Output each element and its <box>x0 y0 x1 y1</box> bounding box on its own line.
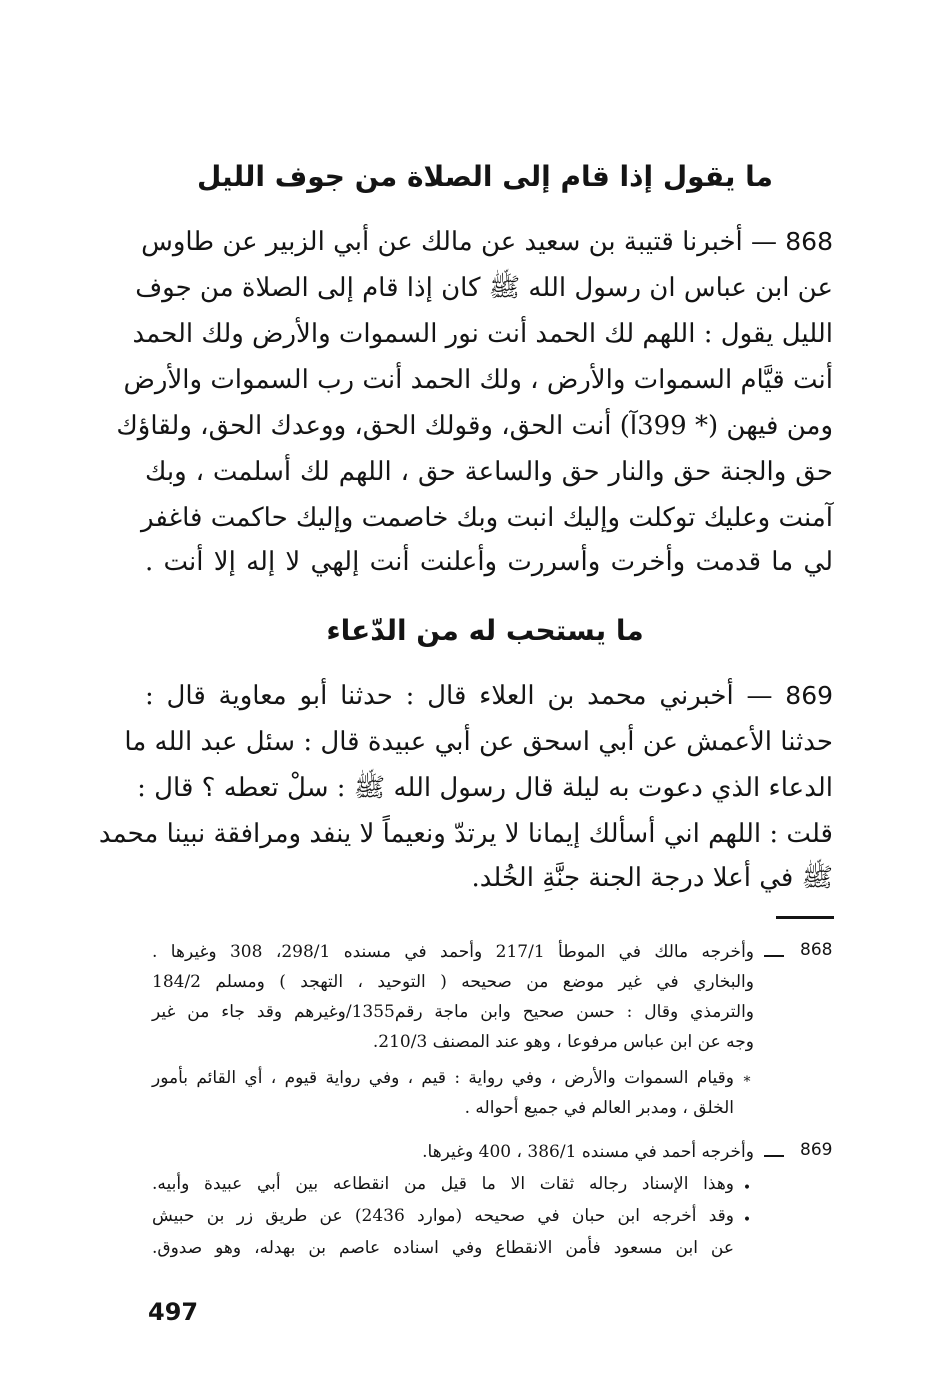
hadith-868-line-1 <box>141 222 833 262</box>
hadith-869-line-3: الدعاء الذي دعوت به ليلة قال رسول الله ﷺ : سلْ تعطه ؟ قال : <box>137 773 833 803</box>
hadith-868-line-7: آمنت وعليك توكلت وإليك انبت وبك خاصمت وإليك حاكمت فاغفر <box>141 503 833 533</box>
footnote-868-line-4: وجه عن ابن عباس مرفوعا ، وهو عند المصنف 210/3. <box>372 1032 754 1052</box>
footnote-868-line-1: وأخرجه مالك في الموطأ 217/1 وأحمد في مسنده 298/1، 308 وغيرها . <box>152 942 755 962</box>
hadith-868-line-8: لي ما قدمت وأخرت وأسررت وأعلنت أنت إلهي لا إله إلا أنت . <box>145 547 833 577</box>
footnote-number-868: 868 <box>800 940 833 960</box>
hadith-869-text-1: — أخبرني محمد بن العلاء قال : حدثنا أبو معاوية قال : <box>145 681 773 711</box>
footnote-dash-868 <box>764 955 784 957</box>
footnote-869-note-3: عن ابن مسعود فأمن الانقطاع وفي اسناده عاصم بن بهدله، وهو صدوق. <box>152 1238 734 1258</box>
hadith-868-line-5: ومن فيهن (* 399آ) أنت الحق، وقولك الحق، ووعدك الحق، ولقاؤك <box>116 411 833 441</box>
footnote-869-note-2: وقد أخرجه ابن حبان في صحيحه (موارد 2436) عن طريق زر بن حبيش <box>152 1206 735 1226</box>
hadith-868-line-4: أنت قيَّام السموات والأرض ، ولك الحمد أنت رب السموات والأرض <box>123 365 833 395</box>
hadith-868-text-1: — أخبرنا قتيبة بن سعيد عن مالك عن أبي الزبير عن طاوس <box>141 227 778 257</box>
footnote-869-line-1: وأخرجه أحمد في مسنده 386/1 ، 400 وغيرها. <box>422 1142 754 1162</box>
hadith-868-line-3: الليل يقول : اللهم لك الحمد أنت نور السموات والأرض ولك الحمد <box>132 319 833 349</box>
footnote-868-line-3: والترمذي وقال : حسن صحيح وابن ماجة رقم1355/وغيرهم وقد جاء من غير <box>152 1002 755 1022</box>
hadith-869-line-2: حدثنا الأعمش عن أبي اسحق عن أبي عبيدة قال : سئل عبد الله ما <box>124 727 833 757</box>
hadith-869-line-5: ﷺ في أعلا درجة الجنة جنَّةِ الخُلد. <box>471 863 833 893</box>
footnote-number-869: 869 <box>800 1140 833 1160</box>
hadith-868-line-2: عن ابن عباس ان رسول الله ﷺ كان إذا قام إلى الصلاة من جوف <box>135 273 833 303</box>
footnote-869-note-1: وهذا الإسناد رجاله ثقات الا ما قيل من انقطاعه بين أبي عبيدة وأبيه. <box>152 1174 734 1194</box>
hadith-869-line-1 <box>145 676 833 716</box>
footnote-dash-869 <box>764 1155 784 1157</box>
footnote-868-line-2: والبخاري في غير موضع من صحيحه ( التوحيد ، التهجد ) ومسلم 184/2 <box>152 972 754 992</box>
hadith-868-line-6: حق والجنة حق والنار حق والساعة حق ، اللهم لك أسلمت ، وبك <box>145 457 833 487</box>
footnote-868-note-line-2: الخلق ، ومدبر العالم في جميع أحواله . <box>464 1098 734 1118</box>
bullet-icon: • <box>742 1180 752 1196</box>
section-heading-869: ما يستحب له من الدّعاء <box>326 614 644 647</box>
bullet-icon: • <box>742 1212 752 1228</box>
asterisk-bullet-icon: * <box>743 1074 751 1090</box>
section-heading-868: ما يقول إذا قام إلى الصلاة من جوف الليل <box>197 160 773 193</box>
footnote-separator <box>776 916 834 919</box>
hadith-number-869: 869 <box>785 681 834 710</box>
hadith-number-868: 868 <box>785 227 833 256</box>
hadith-869-line-4: قلت : اللهم اني أسألك إيمانا لا يرتدّ ونعيماً لا ينفد ومرافقة نبينا محمد <box>98 819 833 849</box>
footnote-868-note-line-1: وقيام السموات والأرض ، وفي رواية : قيم ، وفي رواية قيوم ، أي القائم بأمور <box>152 1068 734 1088</box>
page-number: 497 <box>148 1298 199 1326</box>
